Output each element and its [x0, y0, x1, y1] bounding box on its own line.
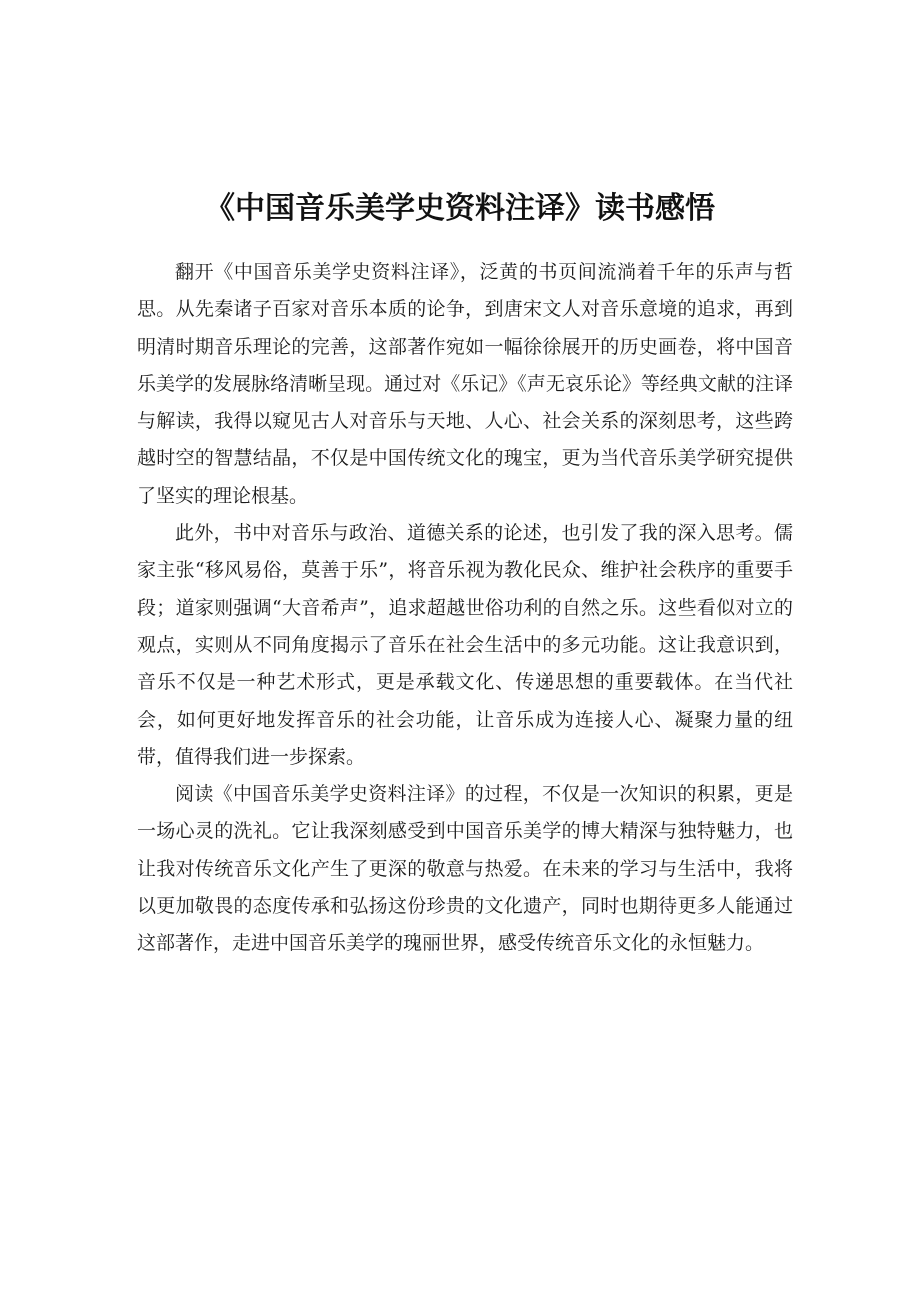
paragraph-3: 阅读《中国音乐美学史资料注译》的过程，不仅是一次知识的积累，更是一场心灵的洗礼。它让我深刻感受到中国音乐美学的博大精深与独特魅力，也让我对传统音乐文化产生了更深的敬意与热爱。在未来的学习与生活中，我将以更加敬畏的态度传承和弘扬这份珍贵的文化遗产，同时也期待更多人能通过这部著作，走进中国音乐美学的瑰丽世界，感受传统音乐文化的永恒魅力。	[137, 783, 793, 955]
document-title: 《中国音乐美学史资料注译》读书感悟	[205, 191, 715, 226]
paragraph-2: 此外，书中对音乐与政治、道德关系的论述，也引发了我的深入思考。儒家主张“移风易俗，莫善于乐”，将音乐视为教化民众、维护社会秩序的重要手段；道家则强调“大音希声”，追求超越世俗功利的自然之乐。这些看似对立的观点，实则从不同角度揭示了音乐在社会生活中的多元功能。这让我意识到，音乐不仅是一种艺术形式，更是承载文化、传递思想的重要载体。在当代社会，如何更好地发挥音乐的社会功能，让音乐成为连接人心、凝聚力量的纽带，值得我们进一步探索。	[137, 522, 793, 768]
document-body	[137, 254, 793, 963]
paragraph-1: 翻开《中国音乐美学史资料注译》，泛黄的书页间流淌着千年的乐声与哲思。从先秦诸子百家对音乐本质的论争，到唐宋文人对音乐意境的追求，再到明清时期音乐理论的完善，这部著作宛如一幅徐徐展开的历史画卷，将中国音乐美学的发展脉络清晰呈现。通过对《乐记》《声无哀乐论》等经典文献的注译与解读，我得以窥见古人对音乐与天地、人心、社会关系的深刻思考，这些跨越时空的智慧结晶，不仅是中国传统文化的瑰宝，更为当代音乐美学研究提供了坚实的理论根基。	[137, 261, 793, 507]
